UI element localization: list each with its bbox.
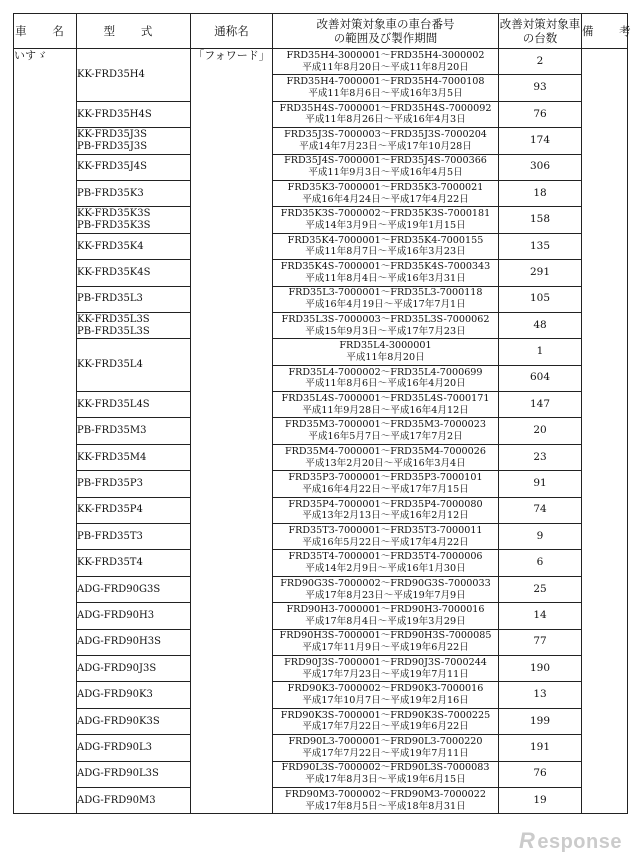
production-period: 平成16年4月19日～平成17年7月1日 xyxy=(305,299,466,311)
model-code: KK-FRD35T4 xyxy=(77,557,143,569)
production-period: 平成15年9月3日～平成17年7月23日 xyxy=(305,325,466,337)
cell-range xyxy=(273,655,499,681)
cell-range xyxy=(273,154,499,180)
table-row xyxy=(14,444,628,470)
recall-table xyxy=(13,13,642,814)
table-row xyxy=(14,49,628,75)
header-notes: 備 考 xyxy=(582,14,628,49)
cell-range xyxy=(273,180,499,206)
model-code: KK-FRD35J4S xyxy=(77,161,148,173)
serial-range: FRD35L4S-7000001～FRD35L4S-7000171 xyxy=(281,392,490,404)
cell-model xyxy=(77,576,191,602)
cell-range xyxy=(273,444,499,470)
table-body xyxy=(14,49,628,814)
production-period: 平成11年9月3日～平成16年4月5日 xyxy=(308,167,463,179)
model-code: KK-FRD35K4 xyxy=(77,240,144,252)
cell-range xyxy=(273,471,499,497)
cell-count: 174 xyxy=(499,128,582,154)
cell-model xyxy=(77,708,191,734)
serial-range: FRD90L3-7000001～FRD90L3-7000220 xyxy=(288,736,483,748)
production-period: 平成11年9月28日～平成16年4月12日 xyxy=(302,404,469,416)
cell-range xyxy=(273,576,499,602)
cell-model xyxy=(77,655,191,681)
model-code: PB-FRD35M3 xyxy=(77,425,147,437)
model-code: PB-FRD35P3 xyxy=(77,478,143,490)
table-row xyxy=(14,154,628,180)
production-period: 平成11年8月20日～平成11年8月20日 xyxy=(302,61,469,73)
cell-range xyxy=(273,735,499,761)
cell-model xyxy=(77,629,191,655)
cell-nickname: 「フォワード」 xyxy=(191,49,273,814)
serial-range: FRD35H4-3000001～FRD35H4-3000002 xyxy=(286,49,485,61)
cell-model xyxy=(77,260,191,286)
cell-count: 14 xyxy=(499,603,582,629)
serial-range: FRD35L3S-7000003～FRD35L3S-7000062 xyxy=(281,313,490,325)
cell-model xyxy=(77,207,191,233)
table-row xyxy=(14,339,628,365)
cell-model xyxy=(77,154,191,180)
table-row xyxy=(14,418,628,444)
cell-count: 135 xyxy=(499,233,582,259)
cell-count: 74 xyxy=(499,497,582,523)
cell-model xyxy=(77,128,191,154)
production-period: 平成11年8月6日～平成16年4月20日 xyxy=(305,378,466,390)
table-row xyxy=(14,233,628,259)
serial-range: FRD35J3S-7000003～FRD35J3S-7000204 xyxy=(284,129,487,141)
cell-count: 20 xyxy=(499,418,582,444)
model-code: KK-FRD35K3S xyxy=(77,208,151,220)
cell-count: 19 xyxy=(499,787,582,813)
header-nickname: 通称名 xyxy=(191,14,273,49)
production-period: 平成17年8月23日～平成19年7月9日 xyxy=(305,589,466,601)
serial-range: FRD35P4-7000001～FRD35P4-7000080 xyxy=(288,498,483,510)
production-period: 平成17年11月9日～平成19年6月22日 xyxy=(302,642,469,654)
serial-range: FRD90H3S-7000001～FRD90H3S-7000085 xyxy=(279,630,492,642)
cell-count: 23 xyxy=(499,444,582,470)
cell-range xyxy=(273,365,499,391)
cell-count: 199 xyxy=(499,708,582,734)
model-code: ADG-FRD90H3 xyxy=(77,610,155,621)
table-row xyxy=(14,576,628,602)
serial-range: FRD90M3-7000002～FRD90M3-7000022 xyxy=(285,788,486,800)
cell-count: 9 xyxy=(499,524,582,550)
cell-count: 2 xyxy=(499,49,582,75)
serial-range: FRD35L3-7000001～FRD35L3-7000118 xyxy=(288,287,483,299)
table-row xyxy=(14,524,628,550)
model-code: PB-FRD35T3 xyxy=(77,530,143,542)
cell-range xyxy=(273,128,499,154)
serial-range: FRD35J4S-7000001～FRD35J4S-7000366 xyxy=(284,155,487,167)
cell-range xyxy=(273,761,499,787)
table-row xyxy=(14,207,628,233)
cell-model xyxy=(77,233,191,259)
watermark-text: esponse xyxy=(537,831,622,853)
cell-count: 25 xyxy=(499,576,582,602)
production-period: 平成17年8月4日～平成19年3月29日 xyxy=(305,615,466,627)
production-period: 平成11年8月4日～平成16年3月31日 xyxy=(305,272,466,284)
production-period: 平成11年8月26日～平成16年4月3日 xyxy=(305,114,466,126)
model-code: KK-FRD35L4 xyxy=(77,359,143,371)
cell-range xyxy=(273,524,499,550)
cell-count: 76 xyxy=(499,761,582,787)
cell-count: 1 xyxy=(499,339,582,365)
production-period: 平成16年5月22日～平成17年4月22日 xyxy=(302,536,469,548)
production-period: 平成16年4月22日～平成17年7月15日 xyxy=(302,483,469,495)
cell-range xyxy=(273,787,499,813)
model-code: ADG-FRD90G3S xyxy=(77,583,161,595)
cell-model xyxy=(77,286,191,312)
model-code: PB-FRD35L3 xyxy=(77,293,143,305)
serial-range: FRD35L4-3000001 xyxy=(339,340,432,352)
cell-range xyxy=(273,101,499,127)
cell-range xyxy=(273,207,499,233)
cell-range xyxy=(273,418,499,444)
production-period: 平成13年2月13日～平成16年2月12日 xyxy=(302,510,469,522)
cell-range xyxy=(273,75,499,101)
cell-count: 18 xyxy=(499,180,582,206)
cell-count: 158 xyxy=(499,207,582,233)
cell-count: 190 xyxy=(499,655,582,681)
table-row xyxy=(14,101,628,127)
cell-model xyxy=(77,550,191,576)
header-count xyxy=(499,14,582,49)
serial-range: FRD35K3S-7000002～FRD35K3S-7000181 xyxy=(280,208,491,220)
response-logo-icon: R xyxy=(518,828,536,853)
table-row xyxy=(14,550,628,576)
cell-range xyxy=(273,392,499,418)
serial-range: FRD35K4S-7000001～FRD35K4S-7000343 xyxy=(280,261,491,273)
cell-model xyxy=(77,101,191,127)
table-row xyxy=(14,286,628,312)
cell-count: 77 xyxy=(499,629,582,655)
cell-model xyxy=(77,761,191,787)
header-model: 型 式 xyxy=(77,14,191,49)
model-code: ADG-FRD90M3 xyxy=(77,794,156,806)
table-row xyxy=(14,735,628,761)
cell-range xyxy=(273,550,499,576)
cell-model xyxy=(77,603,191,629)
production-period: 平成16年4月24日～平成17年4月22日 xyxy=(302,193,469,205)
table-row xyxy=(14,471,628,497)
cell-range xyxy=(273,339,499,365)
cell-count: 93 xyxy=(499,75,582,101)
header-range xyxy=(273,14,499,49)
cell-range xyxy=(273,682,499,708)
production-period: 平成11年8月6日～平成16年3月5日 xyxy=(308,88,463,100)
table-row xyxy=(14,787,628,813)
cell-count: 13 xyxy=(499,682,582,708)
cell-count: 604 xyxy=(499,365,582,391)
cell-count: 306 xyxy=(499,154,582,180)
table-row xyxy=(14,708,628,734)
model-code: KK-FRD35K4S xyxy=(77,266,151,278)
cell-range xyxy=(273,312,499,338)
cell-model xyxy=(77,787,191,813)
cell-model xyxy=(77,418,191,444)
table-row xyxy=(14,603,628,629)
table-row xyxy=(14,629,628,655)
serial-range: FRD90G3S-7000002～FRD90G3S-7000033 xyxy=(280,577,491,589)
cell-model xyxy=(77,444,191,470)
serial-range: FRD90H3-7000001～FRD90H3-7000016 xyxy=(286,604,485,616)
cell-model xyxy=(77,682,191,708)
table-row xyxy=(14,260,628,286)
serial-range: FRD90L3S-7000002～FRD90L3S-7000083 xyxy=(281,762,490,774)
model-code: KK-FRD35J3S xyxy=(77,129,148,141)
cell-range xyxy=(273,603,499,629)
cell-model xyxy=(77,392,191,418)
header-row xyxy=(14,14,628,49)
serial-range: FRD35T4-7000001～FRD35T4-7000006 xyxy=(288,551,483,563)
production-period: 平成11年8月20日 xyxy=(346,351,425,363)
cell-range xyxy=(273,49,499,75)
cell-model xyxy=(77,524,191,550)
cell-maker: いすゞ xyxy=(14,49,77,814)
cell-model xyxy=(77,180,191,206)
model-code: PB-FRD35J3S xyxy=(77,140,148,152)
table-row xyxy=(14,682,628,708)
cell-range xyxy=(273,629,499,655)
cell-count: 291 xyxy=(499,260,582,286)
cell-count: 147 xyxy=(499,392,582,418)
header-maker: 車 名 xyxy=(14,14,77,49)
cell-count: 105 xyxy=(499,286,582,312)
cell-model xyxy=(77,735,191,761)
model-code: ADG-FRD90L3S xyxy=(77,768,159,780)
model-code: ADG-FRD90L3 xyxy=(77,741,153,753)
production-period: 平成17年7月23日～平成19年7月11日 xyxy=(302,668,469,680)
header-range-line1: 改善対策対象車の車台番号 xyxy=(316,17,455,31)
serial-range: FRD35K4-7000001～FRD35K4-7000155 xyxy=(287,234,484,246)
cell-model xyxy=(77,497,191,523)
production-period: 平成17年8月3日～平成19年6月15日 xyxy=(305,774,466,786)
cell-count: 48 xyxy=(499,312,582,338)
production-period: 平成17年10月7日～平成19年2月16日 xyxy=(302,695,469,707)
cell-count: 6 xyxy=(499,550,582,576)
cell-range xyxy=(273,233,499,259)
cell-model xyxy=(77,471,191,497)
production-period: 平成17年7月22日～平成19年7月11日 xyxy=(302,747,469,759)
cell-count: 191 xyxy=(499,735,582,761)
model-code: ADG-FRD90K3S xyxy=(77,715,160,727)
table-row xyxy=(14,180,628,206)
production-period: 平成11年8月7日～平成16年3月23日 xyxy=(305,246,466,258)
table-row xyxy=(14,312,628,338)
serial-range: FRD35P3-7000001～FRD35P3-7000101 xyxy=(288,472,483,484)
model-code: PB-FRD35K3 xyxy=(77,187,144,199)
production-period: 平成14年7月23日～平成17年10月28日 xyxy=(299,140,472,152)
cell-notes xyxy=(582,49,628,814)
serial-range: FRD35M4-7000001～FRD35M4-7000026 xyxy=(285,445,486,457)
cell-model xyxy=(77,312,191,338)
cell-range xyxy=(273,708,499,734)
cell-count: 76 xyxy=(499,101,582,127)
production-period: 平成17年8月5日～平成18年8月31日 xyxy=(305,800,466,812)
production-period: 平成14年2月9日～平成16年1月30日 xyxy=(305,563,466,575)
serial-range: FRD35H4S-7000001～FRD35H4S-7000092 xyxy=(279,102,492,114)
model-code: KK-FRD35H4 xyxy=(77,68,145,80)
table-row xyxy=(14,392,628,418)
cell-range xyxy=(273,497,499,523)
production-period: 平成17年7月22日～平成19年6月22日 xyxy=(302,721,469,733)
serial-range: FRD35L4-7000002～FRD35L4-7000699 xyxy=(288,366,483,378)
production-period: 平成13年2月20日～平成16年3月4日 xyxy=(305,457,466,469)
model-code: KK-FRD35M4 xyxy=(77,451,147,463)
table-row xyxy=(14,655,628,681)
model-code: ADG-FRD90H3S xyxy=(77,636,161,648)
model-code: ADG-FRD90K3 xyxy=(77,689,153,701)
serial-range: FRD90K3S-7000001～FRD90K3S-7000225 xyxy=(280,709,491,721)
model-code: ADG-FRD90J3S xyxy=(77,662,157,674)
model-code: PB-FRD35L3S xyxy=(77,325,150,337)
response-watermark xyxy=(519,828,622,854)
cell-model xyxy=(77,339,191,392)
serial-range: FRD35H4-7000001～FRD35H4-7000108 xyxy=(286,76,485,88)
serial-range: FRD90J3S-7000001～FRD90J3S-7000244 xyxy=(284,656,487,668)
table-row xyxy=(14,497,628,523)
serial-range: FRD90K3-7000002～FRD90K3-7000016 xyxy=(287,683,484,695)
serial-range: FRD35K3-7000001～FRD35K3-7000021 xyxy=(287,181,484,193)
production-period: 平成16年5月7日～平成17年7月2日 xyxy=(308,431,463,443)
table-row xyxy=(14,128,628,154)
production-period: 平成14年3月9日～平成19年1月15日 xyxy=(305,220,466,232)
table-row xyxy=(14,761,628,787)
model-code: KK-FRD35H4S xyxy=(77,108,152,120)
header-count-line2: の台数 xyxy=(522,31,558,45)
serial-range: FRD35M3-7000001～FRD35M3-7000023 xyxy=(285,419,486,431)
model-code: KK-FRD35P4 xyxy=(77,504,143,516)
serial-range: FRD35T3-7000001～FRD35T3-7000011 xyxy=(288,524,483,536)
cell-range xyxy=(273,286,499,312)
model-code: KK-FRD35L4S xyxy=(77,398,150,410)
model-code: KK-FRD35L3S xyxy=(77,313,150,325)
cell-count: 91 xyxy=(499,471,582,497)
header-count-line1: 改善対策対象車 xyxy=(499,17,581,31)
cell-range xyxy=(273,260,499,286)
cell-model xyxy=(77,49,191,102)
header-range-line2: の範囲及び製作期間 xyxy=(333,31,438,45)
model-code: PB-FRD35K3S xyxy=(77,220,151,232)
